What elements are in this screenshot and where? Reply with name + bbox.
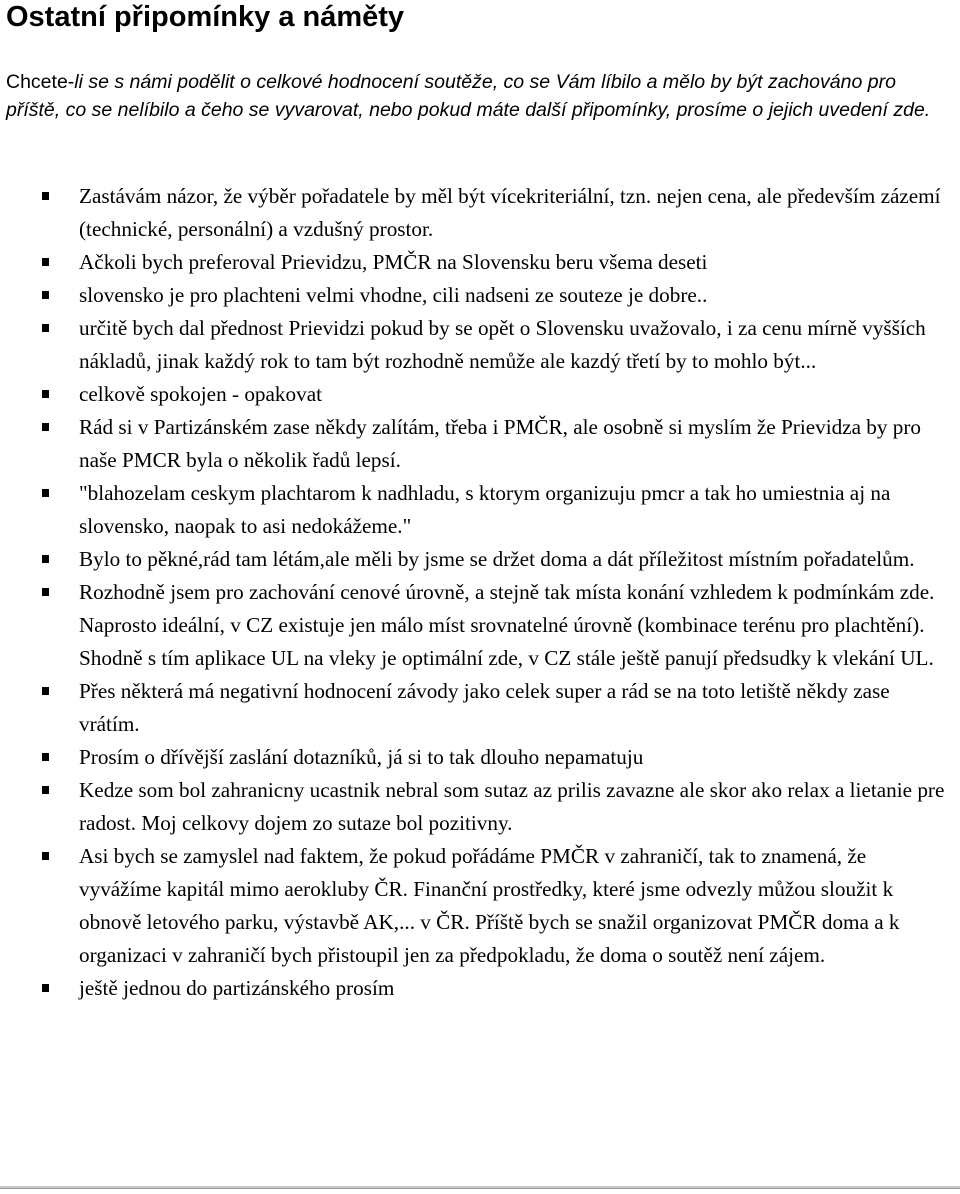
- bullet-square-icon: [42, 786, 49, 794]
- intro-text: li se s námi podělit o celkové hodnocení soutěže, co se Vám líbilo a mělo by být zachováno pro příště, co se nelíbilo a čeho se vyvarovat, nebo pokud máte další připomínky, prosíme o jejich uvedení zde.: [6, 71, 931, 121]
- bullet-square-icon: [42, 489, 49, 497]
- list-item: [0, 246, 960, 279]
- list-item-text: Asi bych se zamyslel nad faktem, že pokud pořádáme PMČR v zahraničí, tak to znamená, že vyvážíme kapitál mimo aerokluby ČR. Finanční prostředky, které jsme odvezly můžou sloužit k obnově letového parku, výstavbě AK,... v ČR. Příště bych se snažil organizovat PMČR doma a k organizaci v zahraničí bych přistoupil jen za předpokladu, že doma o soutěž není zájem.: [79, 844, 900, 967]
- list-item: [0, 774, 960, 840]
- list-item-text: Přes některá má negativní hodnocení závody jako celek super a rád se na toto letiště někdy zase vrátím.: [79, 679, 890, 736]
- bullet-square-icon: [42, 984, 49, 992]
- list-item-text: slovensko je pro plachteni velmi vhodne, cili nadseni ze souteze je dobre..: [79, 283, 708, 307]
- list-item-text: Prosím o dřívější zaslání dotazníků, já si to tak dlouho nepamatuju: [79, 745, 644, 769]
- bullet-square-icon: [42, 258, 49, 266]
- list-item-text: ještě jednou do partizánského prosím: [79, 976, 395, 1000]
- comment-list: [0, 180, 960, 1005]
- list-item-text: určitě bych dal přednost Prievidzi pokud by se opět o Slovensku uvažovalo, i za cenu mírně vyšších nákladů, jinak každý rok to tam být rozhodně nemůže ale kazdý třetí by to mohlo být...: [79, 316, 926, 373]
- bullet-square-icon: [42, 291, 49, 299]
- list-item-text: Kedze som bol zahranicny ucastnik nebral som sutaz az prilis zavazne ale skor ako relax a lietanie pre radost. Moj celkovy dojem zo sutaze bol pozitivny.: [79, 778, 945, 835]
- bullet-square-icon: [42, 753, 49, 761]
- bullet-square-icon: [42, 555, 49, 563]
- list-item-text: Zastávám názor, že výběr pořadatele by měl být vícekriteriální, tzn. nejen cena, ale především zázemí (technické, personální) a vzdušný prostor.: [79, 184, 941, 241]
- intro-paragraph: [6, 68, 951, 124]
- bullet-square-icon: [42, 423, 49, 431]
- list-item-text: Rád si v Partizánském zase někdy zalítám, třeba i PMČR, ale osobně si myslím že Prievidza by pro naše PMCR byla o několik řadů lepsí.: [79, 415, 922, 472]
- intro-lead: Chcete-: [6, 71, 75, 93]
- list-item: [0, 675, 960, 741]
- page-title: Ostatní připomínky a náměty: [6, 1, 405, 33]
- list-item-text: Ačkoli bych preferoval Prievidzu, PMČR na Slovensku beru všema deseti: [79, 250, 708, 274]
- bullet-square-icon: [42, 687, 49, 695]
- bullet-square-icon: [42, 588, 49, 596]
- list-item: [0, 180, 960, 246]
- bullet-square-icon: [42, 192, 49, 200]
- bullet-square-icon: [42, 390, 49, 398]
- list-item: [0, 972, 960, 1005]
- list-item: [0, 279, 960, 312]
- list-item: [0, 741, 960, 774]
- list-item: [0, 477, 960, 543]
- list-item-text: celkově spokojen - opakovat: [79, 382, 322, 406]
- bullet-square-icon: [42, 324, 49, 332]
- list-item: [0, 411, 960, 477]
- list-item: [0, 312, 960, 378]
- list-item: [0, 576, 960, 675]
- list-item: [0, 378, 960, 411]
- bottom-divider: [0, 1186, 960, 1189]
- list-item: [0, 840, 960, 972]
- bullet-square-icon: [42, 852, 49, 860]
- list-item-text: Bylo to pěkné,rád tam létám,ale měli by jsme se držet doma a dát příležitost místním pořadatelům.: [79, 547, 915, 571]
- list-item-text: Rozhodně jsem pro zachování cenové úrovně, a stejně tak místa konání vzhledem k podmínkám zde. Naprosto ideální, v CZ existuje jen málo míst srovnatelné úrovně (kombinace terénu pro plachtění). Shodně s tím aplikace UL na vleky je optimální zde, v CZ stále ještě panují předsudky k vlekání UL.: [79, 580, 935, 670]
- list-item-text: "blahozelam ceskym plachtarom k nadhladu, s ktorym organizuju pmcr a tak ho umiestnia aj na slovensko, naopak to asi nedokážeme.": [79, 481, 891, 538]
- list-item: [0, 543, 960, 576]
